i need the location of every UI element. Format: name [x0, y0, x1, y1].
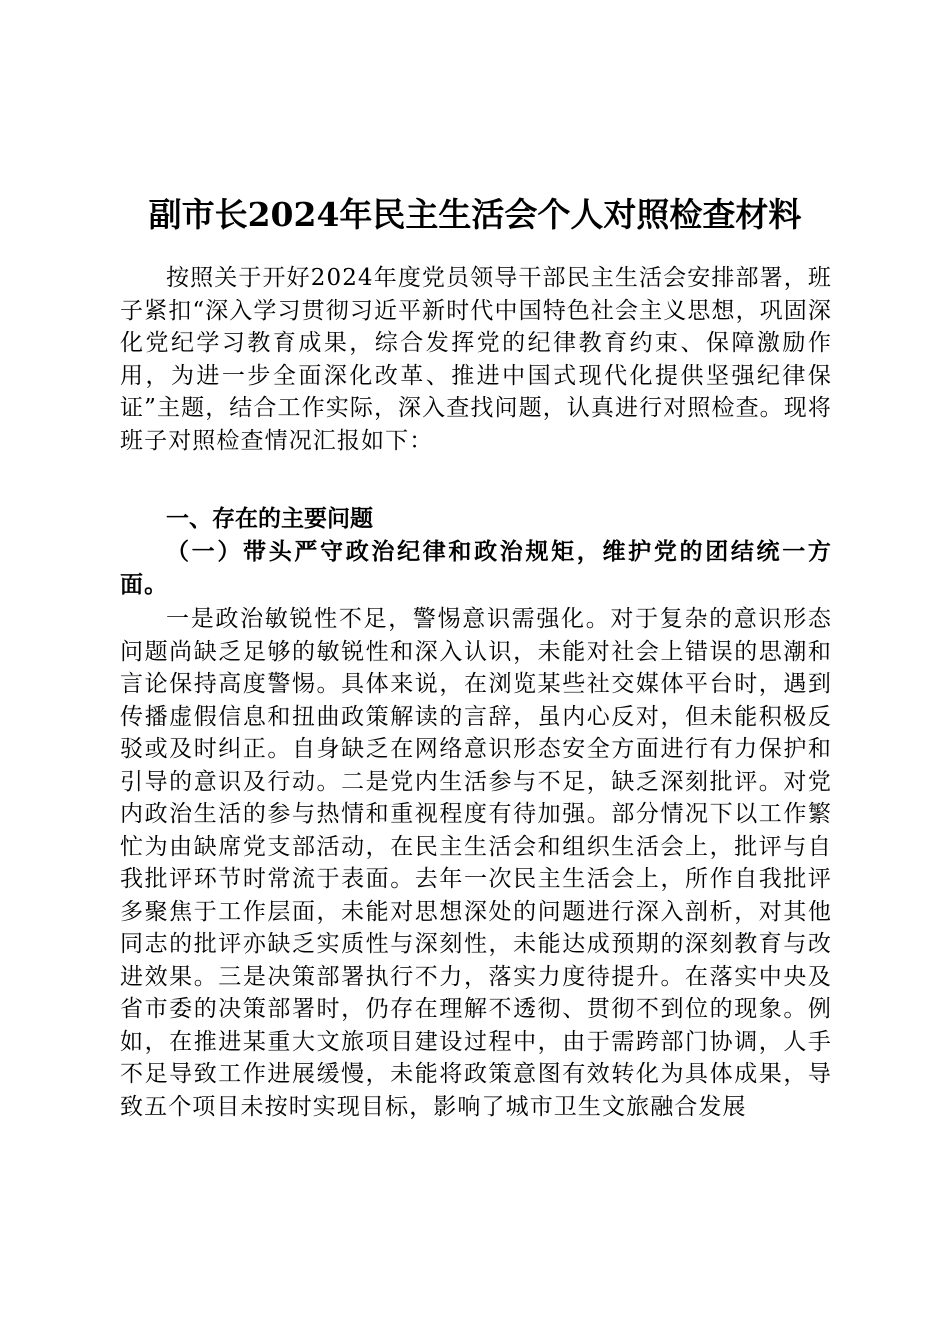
intro-paragraph: 按照关于开好2024年度党员领导干部民主生活会安排部署，班子紧扣“深入学习贯彻习近平新时代中国特色社会主义思想，巩固深化党纪学习教育成果，综合发挥党的纪律教育约束、保障激励作用，为进一步全面深化改革、推进中国式现代化提供坚强纪律保证”主题，结合工作实际，深入查找问题，认真进行对照检查。现将班子对照检查情况汇报如下：: [120, 265, 832, 454]
section-heading: 一、存在的主要问题: [166, 506, 373, 532]
body-paragraph: 一是政治敏锐性不足，警惕意识需强化。对于复杂的意识形态问题尚缺乏足够的敏锐性和深入认识，未能对社会上错误的思潮和言论保持高度警惕。具体来说，在浏览某些社交媒体平台时，遇到传播虚假信息和扭曲政策解读的言辞，虽内心反对，但未能积极反驳或及时纠正。自身缺乏在网络意识形态安全方面进行有力保护和引导的意识及行动。二是党内生活参与不足，缺乏深刻批评。对党内政治生活的参与热情和重视程度有待加强。部分情况下以工作繁忙为由缺席党支部活动，在民主生活会和组织生活会上，批评与自我批评环节时常流于表面。去年一次民主生活会上，所作自我批评多聚焦于工作层面，未能对思想深处的问题进行深入剖析，对其他同志的批评亦缺乏实质性与深刻性，未能达成预期的深刻教育与改进效果。三是决策部署执行不力，落实力度待提升。在落实中央及省市委的决策部署时，仍存在理解不透彻、贯彻不到位的现象。例如，在推进某重大文旅项目建设过程中，由于需跨部门协调，人手不足导致工作进展缓慢，未能将政策意图有效转化为具体成果，导致五个项目未按时实现目标，影响了城市卫生文旅融合发展: [120, 606, 832, 1120]
document-title: 副市长2024年民主生活会个人对照检查材料: [148, 195, 802, 235]
subsection-heading: （一）带头严守政治纪律和政治规矩，维护党的团结统一方面。: [120, 538, 832, 598]
